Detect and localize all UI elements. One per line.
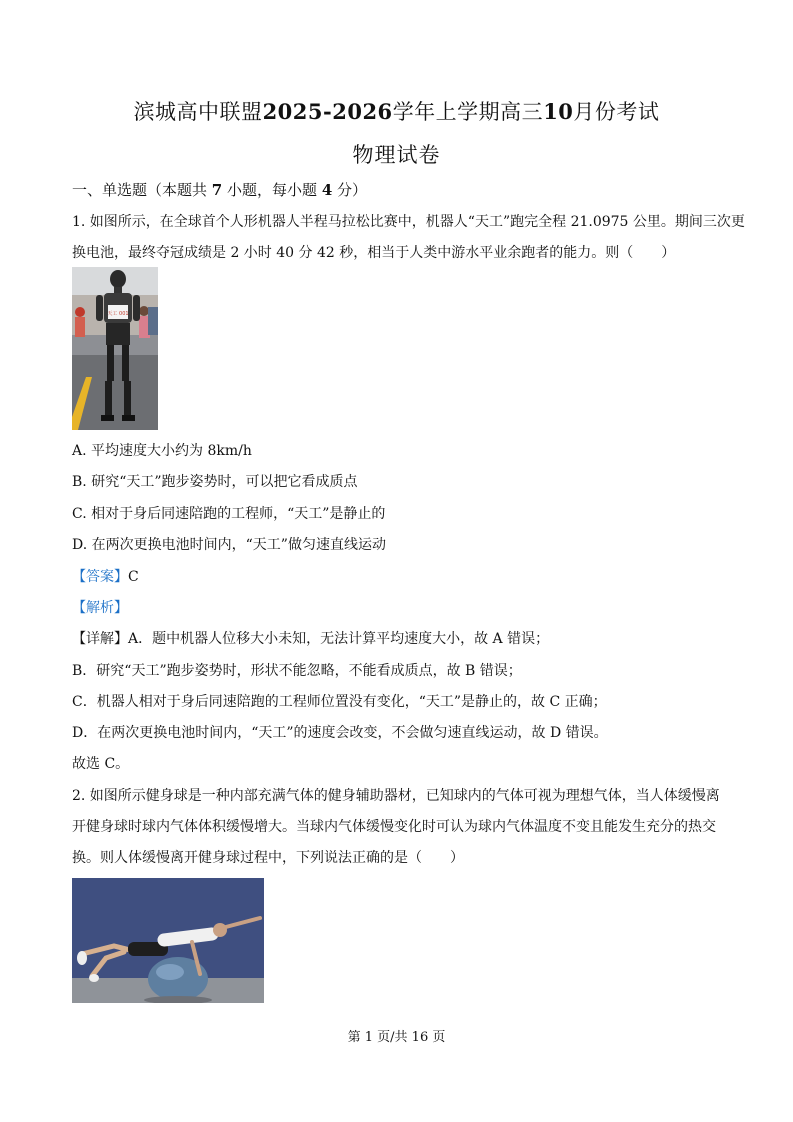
page-footer: 第 1 页/共 16 页 [347, 1030, 446, 1045]
title-part1: 滨城高中联盟 [133, 100, 263, 124]
q2-stem-line1: 2. 如图所示健身球是一种内部充满气体的健身辅助器材，已知球内的气体可视为理想气体，当人体缓慢离 [72, 788, 720, 804]
exam-title [0, 96, 793, 126]
section-label-c: 分） [337, 181, 368, 199]
q2-stem-line2: 开健身球时球内气体体积缓慢增大。当球内气体缓慢变化时可认为球内气体温度不变且能发生充分的热交 [72, 819, 716, 835]
q1-stem-line2: 换电池，最终夺冠成绩是 2 小时 40 分 42 秒，相当于人类中游水平业余跑者的能力。则（ ） [72, 245, 676, 261]
analysis-label: 【解析】 [72, 600, 128, 616]
section-label-a: 一、单选题（本题共 [72, 181, 208, 199]
q1-detail-line4: D．在两次更换电池时间内，“天工”的速度会改变，不会做匀速直线运动，故 D 错误。 [72, 725, 608, 741]
section-num-points: 4 [321, 181, 333, 199]
q1-conclusion: 故选 C。 [72, 756, 130, 772]
section-heading [72, 179, 732, 200]
title-year: 2025-2026 [262, 99, 393, 124]
q1-answer [72, 566, 732, 586]
title-part3: 月份考试 [573, 100, 660, 124]
answer-value: C [128, 569, 139, 585]
fitness-ball-photo [72, 878, 264, 1003]
exam-subtitle: 物理试卷 [352, 143, 441, 167]
detail-label: 【详解】 [72, 631, 128, 647]
title-part2: 学年上学期高三 [392, 100, 544, 124]
section-label-b: 小题，每小题 [227, 181, 318, 199]
robot-marathon-photo [72, 267, 158, 430]
robot-marathon-image [72, 267, 158, 430]
q1-detail-line1 [72, 628, 732, 648]
q1-option-a: A. 平均速度大小约为 8km/h [72, 443, 252, 459]
section-num-questions: 7 [211, 181, 223, 199]
detail-text-a: A．题中机器人位移大小未知，无法计算平均速度大小，故 A 错误； [128, 631, 550, 647]
q1-stem-line1: 1. 如图所示，在全球首个人形机器人半程马拉松比赛中，机器人“天工”跑完全程 21.0975 公里。期间三次更 [72, 214, 745, 230]
title-month: 10 [543, 99, 574, 124]
q1-option-c: C. 相对于身后同速陪跑的工程师，“天工”是静止的 [72, 506, 386, 522]
fitness-ball-image [72, 878, 264, 1003]
q2-stem-line3: 换。则人体缓慢离开健身球过程中，下列说法正确的是（ ） [72, 850, 464, 866]
q1-detail-line2: B．研究“天工”跑步姿势时，形状不能忽略，不能看成质点，故 B 错误； [72, 663, 522, 679]
robot-bib-text: 天工 001 [107, 311, 129, 317]
q1-option-d: D. 在两次更换电池时间内，“天工”做匀速直线运动 [72, 537, 386, 553]
q1-option-b: B. 研究“天工”跑步姿势时，可以把它看成质点 [72, 474, 358, 490]
answer-label: 【答案】 [72, 569, 128, 585]
q1-detail-line3: C．机器人相对于身后同速陪跑的工程师位置没有变化，“天工”是静止的，故 C 正确； [72, 694, 607, 710]
